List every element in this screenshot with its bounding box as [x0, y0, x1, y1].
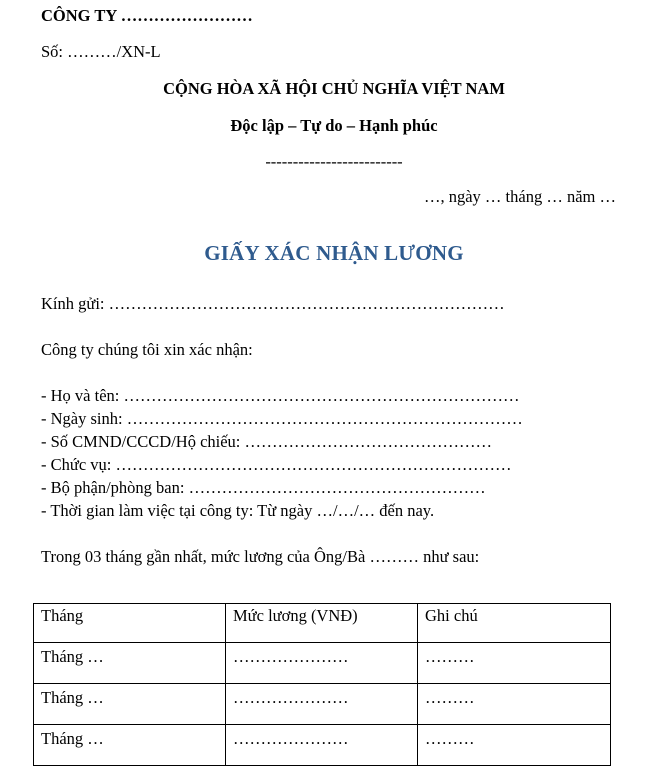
- header-month: Tháng: [34, 604, 226, 643]
- field-work-period: - Thời gian làm việc tại công ty: Từ ngày …/…/… đến nay.: [41, 501, 435, 520]
- cell-month: Tháng …: [34, 643, 226, 684]
- header-separator: -------------------------: [265, 152, 403, 171]
- cell-month: Tháng …: [34, 725, 226, 766]
- field-birth-date: - Ngày sinh: ………………………………………………………………: [41, 409, 523, 428]
- document-number: Số: ………/XN-L: [41, 42, 161, 61]
- salary-table: [33, 603, 611, 766]
- nation-heading: CỘNG HÒA XÃ HỘI CHỦ NGHĨA VIỆT NAM: [163, 79, 505, 98]
- header-salary: Mức lương (VNĐ): [226, 604, 418, 643]
- cell-salary: …………………: [226, 725, 418, 766]
- national-motto: Độc lập – Tự do – Hạnh phúc: [230, 116, 438, 135]
- intro-line: Công ty chúng tôi xin xác nhận:: [41, 340, 253, 359]
- cell-note: ………: [418, 725, 611, 766]
- recipient-line: Kính gửi: ………………………………………………………………: [41, 294, 505, 313]
- document-title: GIẤY XÁC NHẬN LƯƠNG: [204, 241, 464, 265]
- cell-salary: …………………: [226, 684, 418, 725]
- table-row: [34, 643, 611, 684]
- date-line: …, ngày … tháng … năm …: [423, 187, 616, 206]
- cell-salary: …………………: [226, 643, 418, 684]
- field-full-name: - Họ và tên: ………………………………………………………………: [41, 386, 520, 405]
- company-name: CÔNG TY ……………………: [41, 6, 253, 25]
- table-row: [34, 684, 611, 725]
- field-position: - Chức vụ: ………………………………………………………………: [41, 455, 512, 474]
- table-header-row: [34, 604, 611, 643]
- cell-note: ………: [418, 643, 611, 684]
- cell-note: ………: [418, 684, 611, 725]
- table-row: [34, 725, 611, 766]
- field-department: - Bộ phận/phòng ban: ………………………………………………: [41, 478, 486, 497]
- field-id-number: - Số CMND/CCCD/Hộ chiếu: ………………………………………: [41, 432, 493, 451]
- cell-month: Tháng …: [34, 684, 226, 725]
- summary-line: Trong 03 tháng gần nhất, mức lương của Ông/Bà ……… như sau:: [41, 547, 480, 566]
- header-note: Ghi chú: [418, 604, 611, 643]
